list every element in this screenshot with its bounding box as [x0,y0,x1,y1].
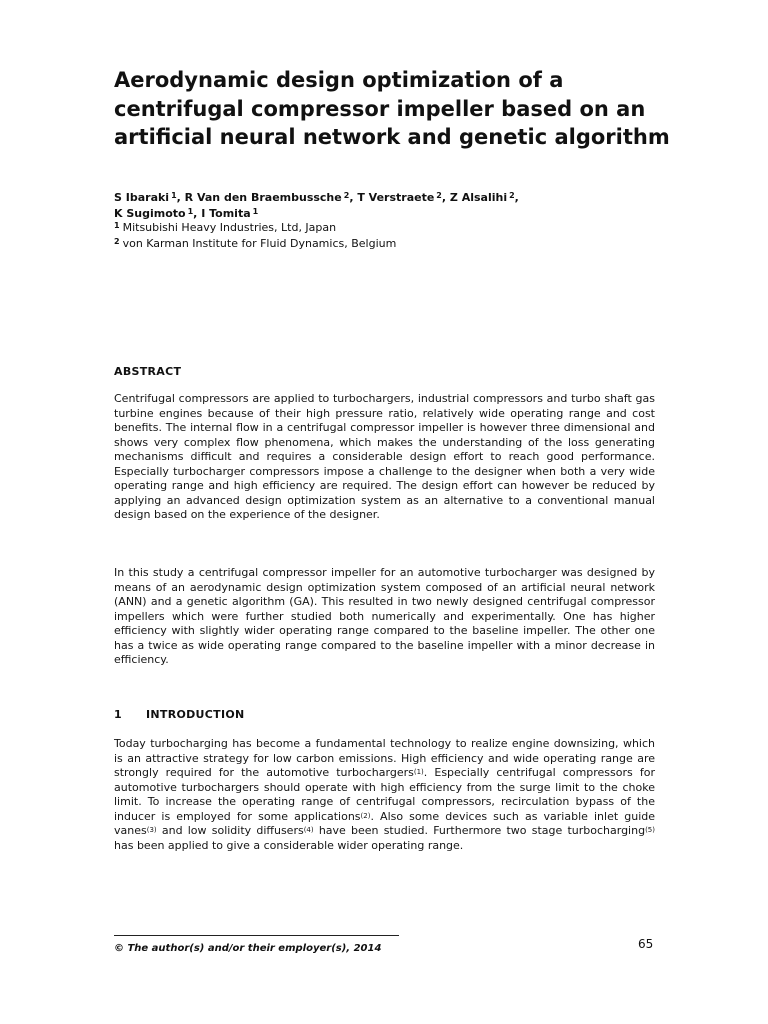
author: K Sugimoto $^1$, [114,207,202,220]
section-number: 1 [114,708,122,721]
author-name: S Ibaraki [114,191,170,204]
affiliation-mark: 1 [114,221,120,230]
footnote-rule [114,935,399,936]
affiliation-mark: 2 [436,191,442,200]
author [201,207,258,220]
affiliation: $^2$ von Karman Institute for Fluid Dynamics, Belgium [114,237,397,250]
affiliation-mark: 2 [343,191,350,200]
affiliation: $^1$ Mitsubishi Heavy Industries, Ltd, Japan [114,221,337,234]
abstract-paragraph-1: Centrifugal compressors are applied to turbochargers, industrial compressors and turbo shaft gas turbine engines because of their high pressure ratio, relatively wide operating range and cost benefits. The internal flow in a centrifugal compressor impeller is however three dimensional and shows very complex flow phenomena, which makes the understanding of the loss generating mechanisms difficult and requires a considerable design effort to reach good performance. Especially turbocharger compressors impose a challenge to the designer when both a very wide operating range and high efficiency are required. The design effort can however be reduced by applying an advanced design optimization system as an alternative to a conventional manual design based on the experience of the designer. [114,392,655,521]
section-title: INTRODUCTION [146,708,245,721]
copyright-footer: © The author(s) and/or their employer(s), 2014 [114,943,382,954]
author: Z Alsalihi $^2$, [449,191,519,204]
affiliation-list [114,220,674,252]
page-number: 65 [638,937,654,951]
author-name: T Verstraete [357,191,435,204]
affiliation-mark: 2 [509,191,515,200]
author: R Van den Braembussche $^2$, [184,191,358,204]
citation-ref: (4) [303,826,314,834]
author: S Ibaraki $^1$, [114,191,185,204]
citation-ref: (2) [360,811,371,820]
abstract-paragraph-2: In this study a centrifugal compressor impeller for an automotive turbocharger was designed by means of an aerodynamic design optimization system composed of an artificial neural network (ANN) and a genetic algorithm (GA). This resulted in two newly designed centrifugal compressor impellers which were further studied both numerically and experimentally. One has higher efficiency with slightly wider operating range compared to the baseline impeller. The other one has a twice as wide operating range compared to the baseline impeller with a minor decrease in efficiency. [114,566,655,666]
section-heading-introduction [114,708,245,721]
affiliation-mark: 1 [252,207,259,216]
abstract-heading: ABSTRACT [114,365,182,378]
affiliation-mark: 2 [114,237,120,246]
author-list [114,190,674,222]
affiliation-mark: 1 [171,191,177,200]
introduction-paragraph: Today turbocharging has become a fundamental technology to realize engine downsizing, which is an attractive strategy for low carbon emissions. High efficiency and wide operating range are strongly required for the automotive turbochargers$^{(1)}$. Especially centrifugal compressors for automotive turbochargers should operate with high efficiency from the surge limit to the choke limit. To increase the operating range of centrifugal compressors, recirculation bypass of the inducer is employed for some applications$^{(2)}$. Also some devices such as variable inlet guide vanes$^{(3)}$ and low solidity diffusers$^{(4)}$ have been studied. Furthermore two stage turbocharging$^{(5)}$ has been applied to give a considerable wider operating range. [114,737,656,852]
affiliation-mark: 1 [187,207,194,216]
author-name: R Van den Braembussche [184,191,342,204]
author-name: I Tomita [201,207,251,220]
citation-ref: (3) [146,826,157,834]
citation-ref: (1) [413,768,424,776]
citation-ref: (5) [645,826,655,834]
author: T Verstraete $^2$, [357,191,450,204]
paper-title: Aerodynamic design optimization of a centrifugal compressor impeller based on an artificial neural network and genetic algorithm [114,68,670,149]
author-name: Z Alsalihi [449,191,508,204]
author-name: K Sugimoto [114,207,186,220]
